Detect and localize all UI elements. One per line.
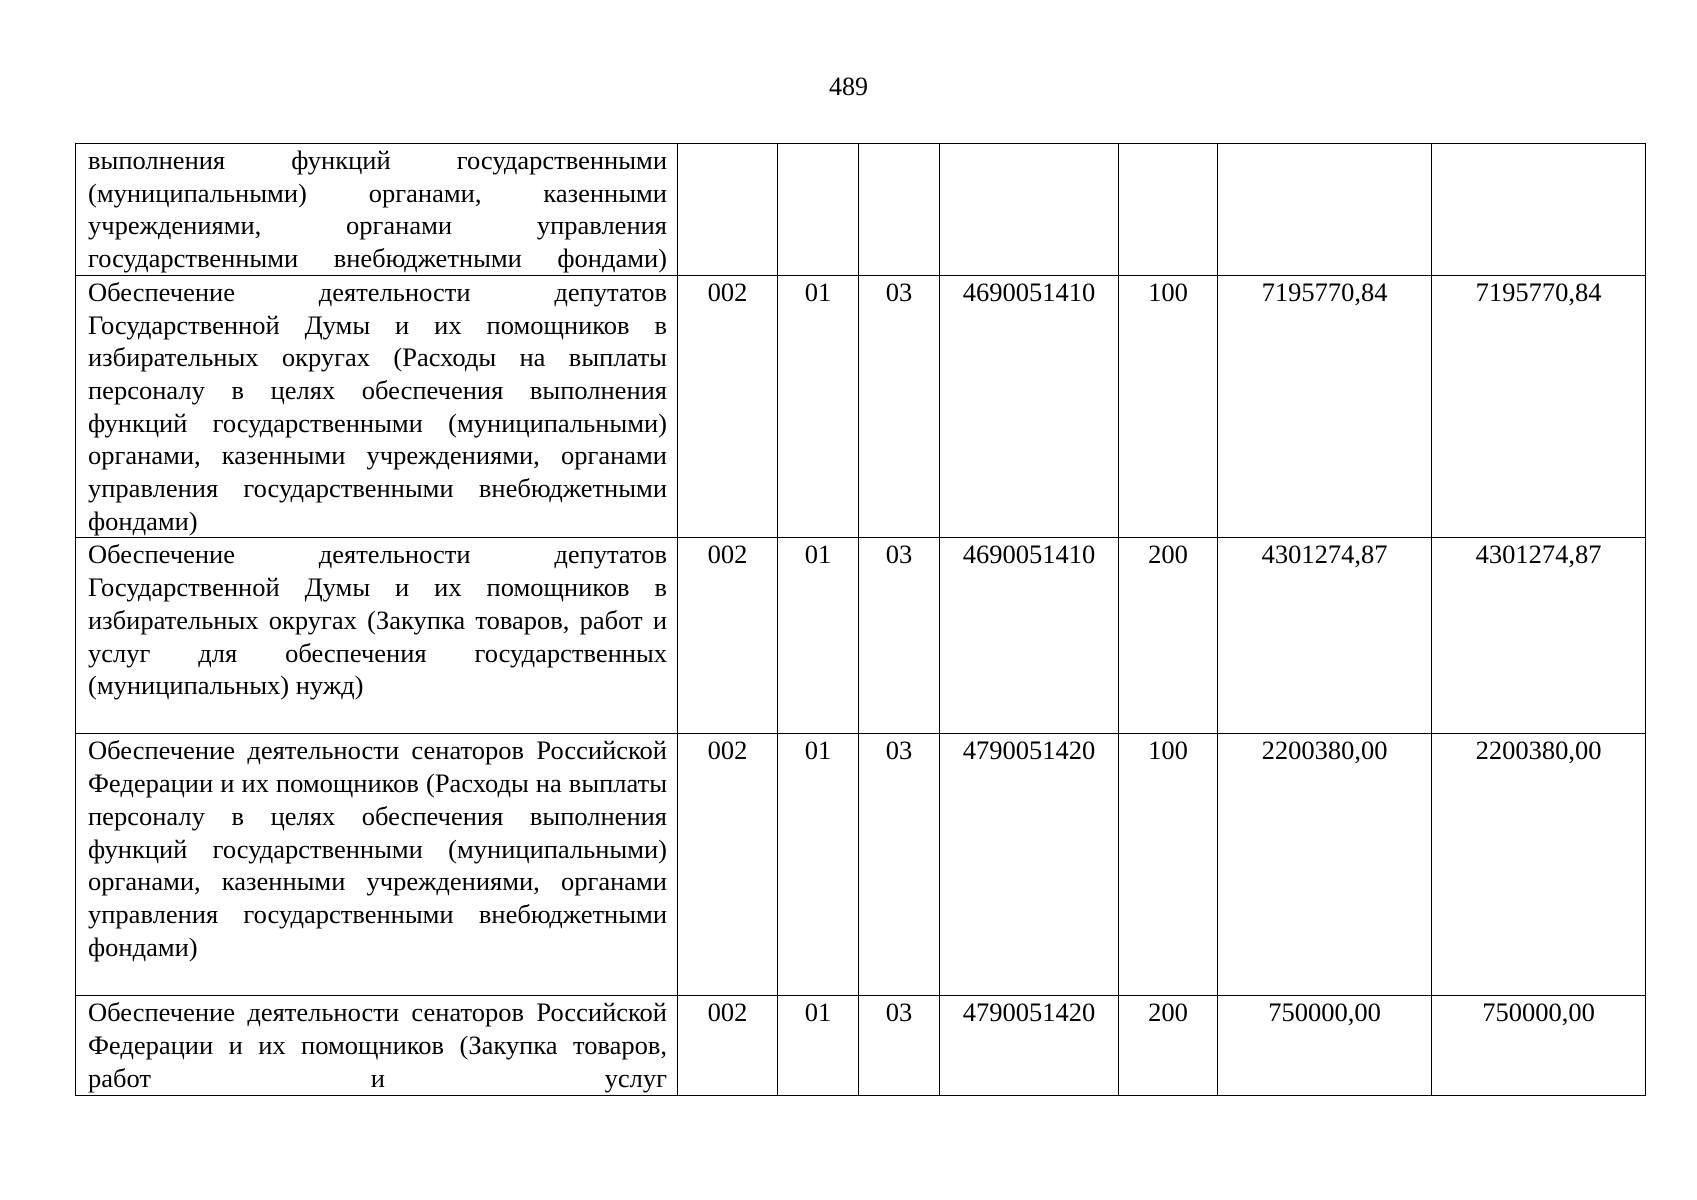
section-code-cell: 01: [778, 538, 859, 734]
admin-code-cell: 002: [678, 275, 778, 538]
expense-type-cell: 100: [1119, 275, 1218, 538]
amount-cell-2: 750000,00: [1432, 996, 1646, 1095]
amount-cell-2: 7195770,84: [1432, 275, 1646, 538]
subsection-code-cell: 03: [859, 734, 940, 996]
section-code-cell: 01: [778, 734, 859, 996]
target-article-cell: 4790051420: [940, 996, 1119, 1095]
row-description: Обеспечение деятельности депутатов Государственной Думы и их помощников в избирательных округах (Закупка товаров, работ и услуг для обеспечения государственных (муниципальных) нужд): [76, 538, 678, 734]
table-row: [76, 275, 1646, 538]
amount-cell-2: 2200380,00: [1432, 734, 1646, 996]
row-description: Обеспечение деятельности сенаторов Российской Федерации и их помощников (Расходы на выплаты персоналу в целях обеспечения выполнения функций государственными (муниципальными) органами, казенными учреждениями, органами управления государственными внебюджетными фондами): [76, 734, 678, 996]
table-row: [76, 734, 1646, 996]
subsection-code-cell: 03: [859, 996, 940, 1095]
expense-type-cell: [1119, 144, 1218, 276]
target-article-cell: 4690051410: [940, 538, 1119, 734]
table-row: [76, 144, 1646, 276]
amount-cell-1: [1218, 144, 1432, 276]
row-description: Обеспечение деятельности депутатов Государственной Думы и их помощников в избирательных округах (Расходы на выплаты персоналу в целях обеспечения выполнения функций государственными (муниципальными) органами, казенными учреждениями, органами управления государственными внебюджетными фондами): [76, 275, 678, 538]
expense-type-cell: 200: [1119, 996, 1218, 1095]
row-description: Обеспечение деятельности сенаторов Российской Федерации и их помощников (Закупка товаров, работ и услуг: [76, 996, 678, 1095]
amount-cell-2: 4301274,87: [1432, 538, 1646, 734]
section-code-cell: 01: [778, 275, 859, 538]
subsection-code-cell: [859, 144, 940, 276]
target-article-cell: 4690051410: [940, 275, 1119, 538]
table-row: [76, 538, 1646, 734]
subsection-code-cell: 03: [859, 538, 940, 734]
target-article-cell: [940, 144, 1119, 276]
amount-cell-2: [1432, 144, 1646, 276]
target-article-cell: 4790051420: [940, 734, 1119, 996]
budget-table: [75, 143, 1646, 1096]
section-code-cell: 01: [778, 996, 859, 1095]
amount-cell-1: 750000,00: [1218, 996, 1432, 1095]
page-number: 489: [829, 72, 868, 101]
amount-cell-1: 4301274,87: [1218, 538, 1432, 734]
section-code-cell: [778, 144, 859, 276]
amount-cell-1: 7195770,84: [1218, 275, 1432, 538]
admin-code-cell: 002: [678, 734, 778, 996]
expense-type-cell: 200: [1119, 538, 1218, 734]
amount-cell-1: 2200380,00: [1218, 734, 1432, 996]
admin-code-cell: [678, 144, 778, 276]
subsection-code-cell: 03: [859, 275, 940, 538]
row-description: выполнения функций государственными (муниципальными) органами, казенными учреждениями, органами управления государственными внебюджетными фондами): [76, 144, 678, 276]
table-row: [76, 996, 1646, 1095]
admin-code-cell: 002: [678, 538, 778, 734]
expense-type-cell: 100: [1119, 734, 1218, 996]
admin-code-cell: 002: [678, 996, 778, 1095]
